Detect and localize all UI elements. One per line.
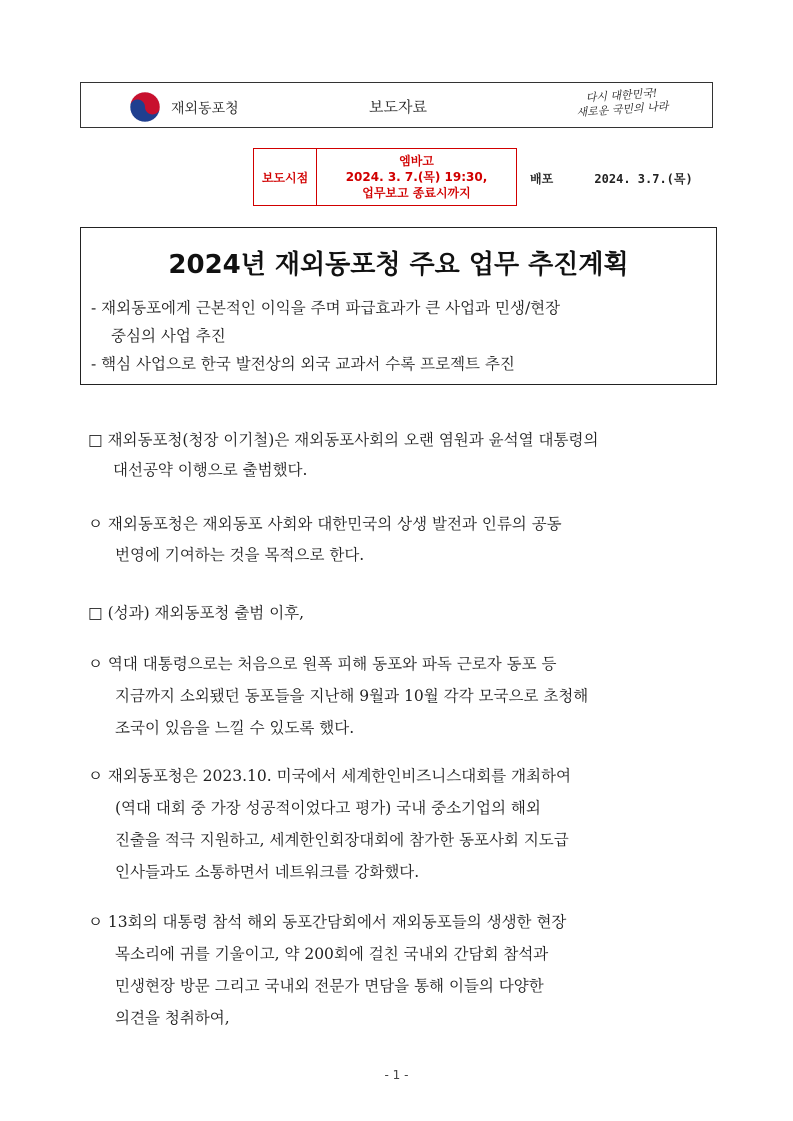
subtitle-1-line2: 중심의 사업 추진 xyxy=(111,327,226,345)
p3-line1: □ (성과) 재외동포청 출범 이후, xyxy=(88,604,305,622)
embargo-line2: 2024. 3. 7.(목) 19:30, xyxy=(345,170,488,184)
p6-line3: 민생현장 방문 그리고 국내외 전문가 면담을 통해 이들의 다양한 xyxy=(115,977,544,995)
p5-line2: (역대 대회 중 가장 성공적이었다고 평가) 국내 중소기업의 해외 xyxy=(115,799,541,817)
p4-line3: 조국이 있음을 느낄 수 있도록 했다. xyxy=(115,719,355,737)
p5-line3: 진출을 적극 지원하고, 세계한인회장대회에 참가한 동포사회 지도급 xyxy=(115,831,569,849)
page-number: - 1 - xyxy=(384,1068,409,1082)
p6-line1: ㅇ 13회의 대통령 참석 해외 동포간담회에서 재외동포들의 생생한 현장 xyxy=(88,913,567,931)
distribution-value: 2024. 3.7.(목) xyxy=(594,172,693,186)
p1-line2: 대선공약 이행으로 출범했다. xyxy=(113,461,308,479)
subtitle-2: - 핵심 사업으로 한국 발전상의 외국 교과서 수록 프로젝트 추진 xyxy=(91,355,515,373)
p5-line1: ㅇ 재외동포청은 2023.10. 미국에서 세계한인비즈니스대회를 개최하여 xyxy=(88,767,571,785)
document-type: 보도자료 xyxy=(369,98,427,116)
slogan-line2: 새로운 국민의 나라 xyxy=(576,99,669,120)
embargo-line1: 엠바고 xyxy=(399,154,434,168)
slogan xyxy=(566,85,678,121)
distribution-date xyxy=(530,170,693,187)
embargo-label: 보도시점 xyxy=(254,149,317,205)
p2-line1: ㅇ 재외동포청은 재외동포 사회와 대한민국의 상생 발전과 인류의 공동 xyxy=(88,515,562,533)
subtitle-1 xyxy=(91,294,560,350)
subtitle-1-line1: - 재외동포에게 근본적인 이익을 주며 파급효과가 큰 사업과 민생/현장 xyxy=(91,299,561,317)
p2-line2: 번영에 기여하는 것을 목적으로 한다. xyxy=(115,546,365,564)
p5-line4: 인사들과도 소통하면서 네트워크를 강화했다. xyxy=(115,863,420,881)
slogan-line1: 다시 대한민국! xyxy=(585,86,658,105)
government-logo-icon xyxy=(129,91,161,123)
distribution-label: 배포 xyxy=(530,172,554,186)
title-box xyxy=(80,227,717,385)
embargo-line3: 업무보고 종료시까지 xyxy=(362,186,471,200)
p1-line1: □ 재외동포청(청장 이기철)은 재외동포사회의 오랜 염원과 윤석열 대통령의 xyxy=(88,431,599,449)
org-name: 재외동포청 xyxy=(171,101,239,117)
p4-line1: ㅇ 역대 대통령으로는 처음으로 원폭 피해 동포와 파독 근로자 동포 등 xyxy=(88,655,557,673)
embargo-details xyxy=(317,149,516,205)
press-release-header xyxy=(80,82,713,128)
embargo-box xyxy=(253,148,517,206)
p4-line2: 지금까지 소외됐던 동포들을 지난해 9월과 10월 각각 모국으로 초청해 xyxy=(115,687,589,705)
p6-line4: 의견을 청취하여, xyxy=(115,1009,230,1027)
p6-line2: 목소리에 귀를 기울이고, 약 200회에 걸친 국내외 간담회 참석과 xyxy=(115,945,549,963)
page-title: 2024년 재외동포청 주요 업무 추진계획 xyxy=(168,250,629,280)
